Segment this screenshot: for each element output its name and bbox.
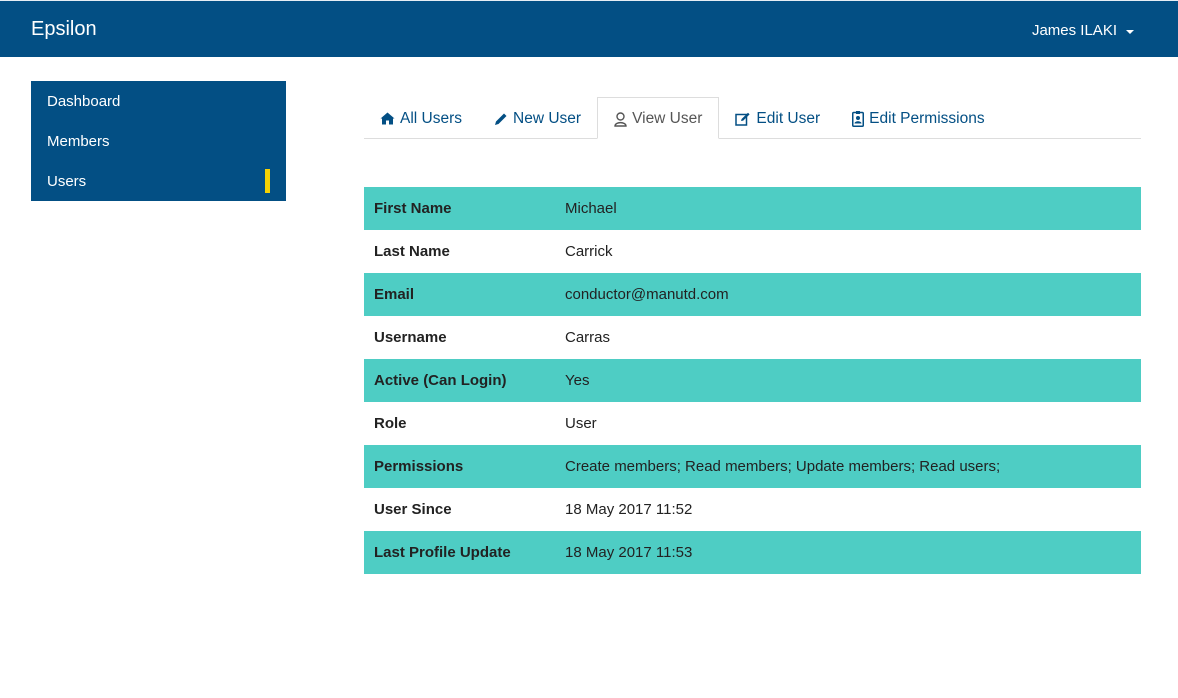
sidebar-item-label: Users: [47, 173, 87, 190]
tab-edit-user[interactable]: [719, 97, 836, 138]
field-value: Michael: [565, 200, 617, 217]
field-value: Carras: [565, 329, 611, 346]
table-row: [364, 316, 1141, 359]
caret-down-icon: [1126, 30, 1134, 34]
active-indicator: [265, 169, 270, 193]
field-value: Create members; Read members; Update members; Read users;: [565, 458, 1001, 475]
tab-all-users[interactable]: [364, 97, 478, 138]
field-value: 18 May 2017 11:52: [565, 501, 693, 518]
table-row: [364, 187, 1141, 230]
sidebar-item-users[interactable]: [31, 161, 286, 201]
tab-view-user[interactable]: [597, 97, 719, 139]
tab-new-user[interactable]: [478, 97, 597, 138]
field-label: Last Profile Update: [374, 544, 511, 561]
tab-label: All Users: [400, 109, 463, 127]
edit-icon: [735, 112, 751, 126]
home-icon: [380, 112, 395, 125]
user-icon: [614, 112, 627, 127]
field-label: Permissions: [374, 458, 464, 475]
brand-title[interactable]: Epsilon: [31, 18, 97, 40]
field-label: First Name: [374, 200, 452, 217]
tab-label: Edit Permissions: [869, 109, 985, 127]
field-label: Active (Can Login): [374, 372, 507, 389]
table-row: [364, 402, 1141, 445]
sidebar-item-label: Members: [47, 133, 110, 150]
field-label: Last Name: [374, 243, 450, 260]
top-navbar: [0, 0, 1178, 57]
user-details-table: [364, 187, 1141, 574]
field-label: User Since: [374, 501, 452, 518]
tab-label: View User: [632, 110, 703, 127]
field-value: User: [565, 415, 597, 432]
table-row: [364, 531, 1141, 574]
field-value: Yes: [565, 372, 590, 389]
badge-icon: [852, 111, 864, 127]
tab-label: Edit User: [756, 109, 821, 127]
sidebar: [31, 81, 286, 201]
pencil-icon: [494, 112, 508, 126]
user-name: James ILAKI: [1031, 22, 1117, 39]
field-value: conductor@manutd.com: [565, 286, 729, 303]
table-row: [364, 359, 1141, 402]
field-value: 18 May 2017 11:53: [565, 544, 693, 561]
table-row: [364, 230, 1141, 273]
table-row: [364, 488, 1141, 531]
field-value: Carrick: [565, 243, 613, 260]
field-label: Role: [374, 415, 407, 432]
table-row: [364, 445, 1141, 488]
tab-bar: [364, 97, 1141, 139]
table-row: [364, 273, 1141, 316]
sidebar-item-members[interactable]: [31, 121, 286, 161]
sidebar-item-dashboard[interactable]: [31, 81, 286, 121]
user-menu-dropdown[interactable]: [1032, 22, 1134, 39]
field-label: Username: [374, 329, 447, 346]
tab-label: New User: [513, 109, 582, 127]
sidebar-item-label: Dashboard: [47, 93, 121, 110]
field-label: Email: [374, 286, 415, 303]
tab-edit-permissions[interactable]: [836, 97, 1000, 138]
